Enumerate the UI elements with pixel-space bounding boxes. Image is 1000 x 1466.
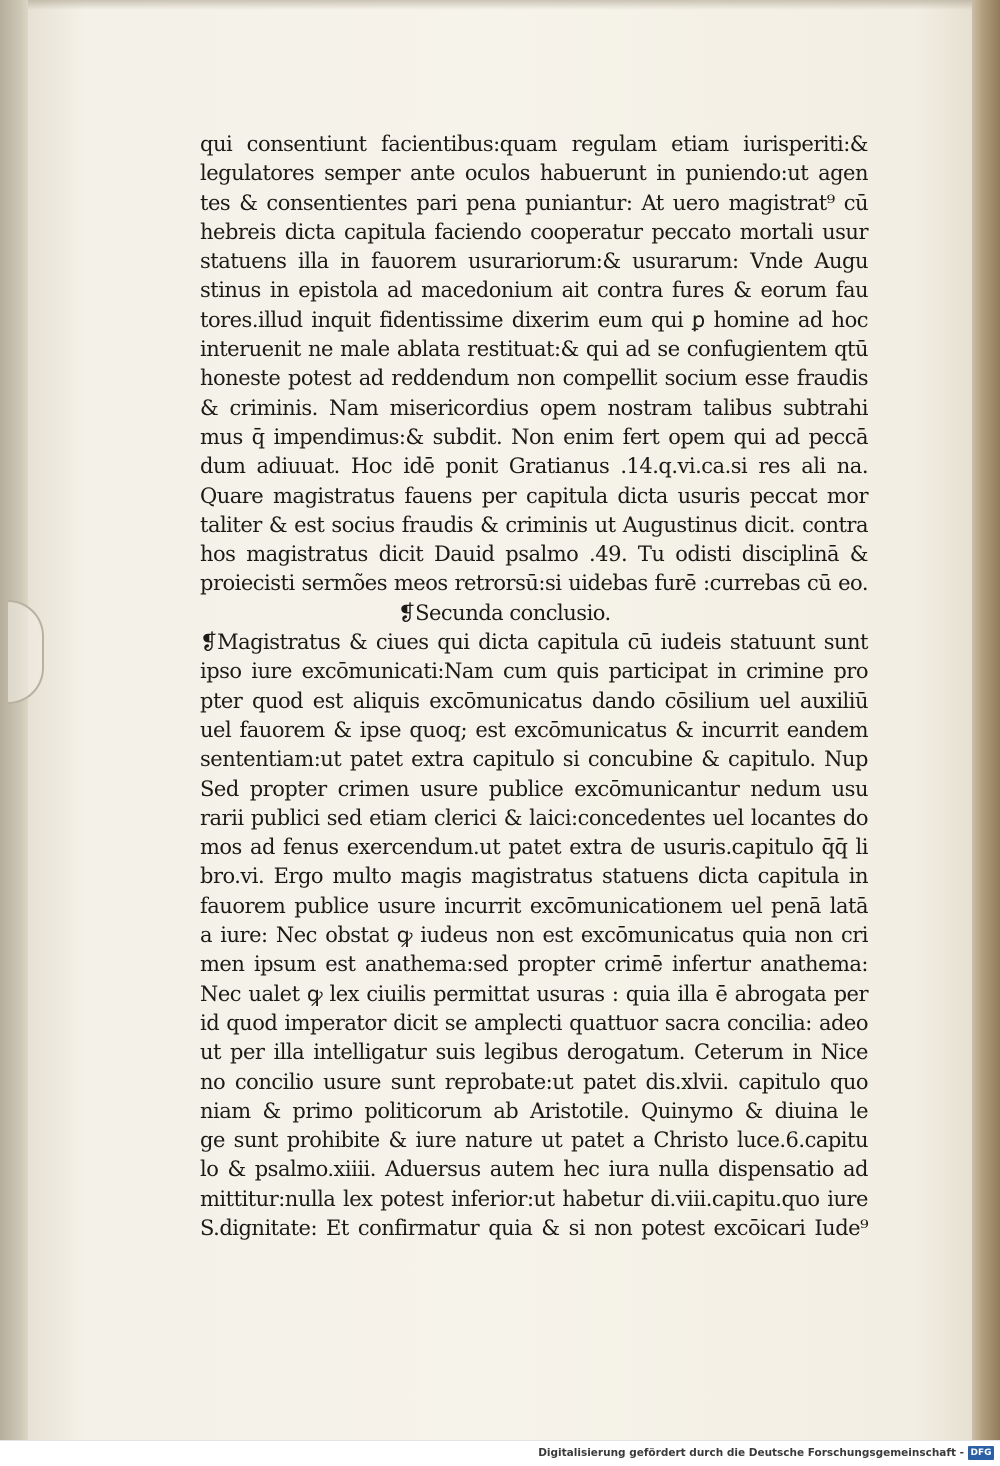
text-line: qui consentiunt facientibus:quam regulam etiam iurisperiti:& xyxy=(200,132,868,156)
text-line: men ipsum est anathema:sed propter crimē infertur anathema: xyxy=(200,952,868,977)
text-line: Quare magistratus fauens per capitula dicta usuris peccat mor xyxy=(200,483,868,508)
section-heading: ❡Secunda conclusio. xyxy=(398,600,611,625)
text-line: uel fauorem & ipse quoq; est excōmunicatus & incurrit eandem xyxy=(200,717,868,742)
text-line: lo & psalmo.xiiii. Aduersus autem hec iura nulla dispensatio ad xyxy=(200,1157,868,1182)
text-line: proiecisti sermões meos retrorsū:si uidebas furē :currebas cū eo. xyxy=(200,571,868,596)
text-line: sententiam:ut patet extra capitulo si concubine & capitulo. Nup xyxy=(200,747,868,772)
text-line: pter quod est aliquis excōmunicatus dando cōsilium uel auxiliū xyxy=(200,688,868,713)
text-line: dum adiuuat. Hoc idē ponit Gratianus .14.q.vi.ca.si res ali na. xyxy=(200,454,868,479)
text-line: bro.vi. Ergo multo magis magistratus statuens dicta capitula in xyxy=(200,864,868,889)
left-cover-board xyxy=(0,0,30,1440)
text-line: ipso iure excōmunicati:Nam cum quis participat in crimine pro xyxy=(200,659,868,684)
text-line: mittitur:nulla lex potest inferior:ut habetur di.viii.capitu.quo iure xyxy=(200,1186,868,1211)
text-line: & criminis. Nam misericordius opem nostram talibus subtrahi xyxy=(200,395,868,420)
text-line: stinus in epistola ad macedonium ait contra fures & eorum fau xyxy=(200,278,868,303)
text-line: ❡Magistratus & ciues qui dicta capitula cū iudeis statuunt sunt xyxy=(200,630,868,655)
text-line: tores.illud inquit fidentissime dixerim eum qui ꝑ homine ad hoc xyxy=(200,307,868,332)
funding-credit: Digitalisierung gefördert durch die Deutsche Forschungsgemeinschaft - xyxy=(538,1447,964,1459)
text-line: legulatores semper ante oculos habuerunt in puniendo:ut agen xyxy=(200,161,868,186)
text-line: Sed propter crimen usure publice excōmunicantur nedum usu xyxy=(200,776,868,801)
text-line: niam & primo politicorum ab Aristotile. Quinymo & diuina le xyxy=(200,1098,868,1123)
text-line: honeste potest ad reddendum non compellit socium esse fraudis xyxy=(200,366,868,391)
text-line: Nec ualet ꝙ lex ciuilis permittat usuras : quia illa ē abrogata per xyxy=(200,981,868,1006)
text-line: interuenit ne male ablata restituat:& qui ad se confugientem qtū xyxy=(200,337,868,362)
text-line: fauorem publice usure incurrit excōmunicationem uel penā latā xyxy=(200,893,868,918)
text-line: rarii publici sed etiam clerici & laici:concedentes uel locantes do xyxy=(200,805,868,830)
text-line: mos ad fenus exercendum.ut patet extra de usuris.capitulo q̄q̄ li xyxy=(200,835,868,860)
page-top-shadow xyxy=(28,0,972,10)
text-line: ut per illa intelligatur suis legibus derogatum. Ceterum in Nice xyxy=(200,1040,868,1065)
text-line: no concilio usure sunt reprobate:ut patet dis.xlvii. capitulo quo xyxy=(200,1069,868,1094)
text-block xyxy=(200,130,868,1243)
footer-bar xyxy=(0,1440,1000,1466)
right-cover-board xyxy=(972,0,1000,1440)
text-line: hebreis dicta capitula faciendo cooperatur peccato mortali usur xyxy=(200,219,868,244)
text-line: hos magistratus dicit Dauid psalmo .49. Tu odisti disciplinā & xyxy=(200,542,868,567)
text-line: id quod imperator dicit se amplecti quattuor sacra concilia: adeo xyxy=(200,1010,868,1035)
text-line: ge sunt prohibite & iure nature ut patet a Christo luce.6.capitu xyxy=(200,1128,868,1153)
dfg-logo: DFG xyxy=(968,1446,994,1460)
text-line: taliter & est socius fraudis & criminis ut Augustinus dicit. contra xyxy=(200,512,868,537)
text-line: a iure: Nec obstat ꝙ iudeus non est excōmunicatus quia non cri xyxy=(200,923,868,948)
text-line: mus q̄ impendimus:& subdit. Non enim fert opem qui ad peccā xyxy=(200,424,868,449)
text-line: statuens illa in fauorem usurariorum:& usurarum: Vnde Augu xyxy=(200,249,868,274)
text-line: S.dignitate: Et confirmatur quia & si non potest excōicari Iude⁹ xyxy=(200,1215,868,1240)
text-line: tes & consentientes pari pena puniantur: At uero magistrat⁹ cū xyxy=(200,190,868,215)
